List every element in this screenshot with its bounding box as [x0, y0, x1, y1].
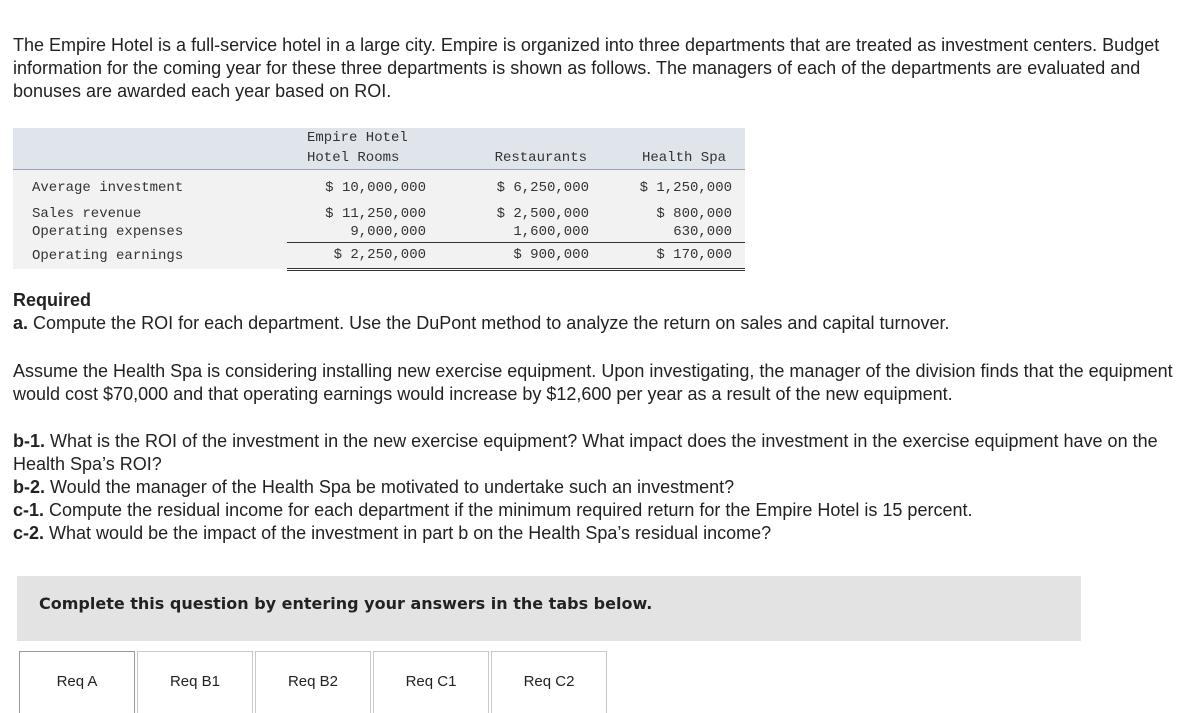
table-row [13, 222, 745, 243]
table-cell: $ 11,250,000 [287, 198, 436, 222]
tab-req-c1[interactable]: Req C1 [373, 651, 489, 713]
column-header-hotel-rooms: Hotel Rooms [287, 147, 436, 169]
table-cell: $ 800,000 [599, 198, 745, 222]
question-c1 [13, 499, 1173, 522]
table-row [13, 169, 745, 198]
tab-req-c2[interactable]: Req C2 [491, 651, 607, 713]
question-text: Would the manager of the Health Spa be motivated to undertake such an investment? [45, 477, 735, 497]
instructions-text: Complete this question by entering your answers in the tabs below. [39, 594, 653, 613]
row-label: Average investment [13, 169, 287, 198]
table-cell: $ 170,000 [599, 242, 745, 269]
instructions-banner [17, 576, 1081, 641]
question-label: c-2. [13, 523, 45, 543]
table-cell: $ 1,250,000 [599, 169, 745, 198]
required-heading: Required [13, 290, 92, 310]
question-label: c-1. [13, 500, 45, 520]
tab-req-a[interactable]: Req A [19, 651, 135, 713]
questions-list [13, 430, 1173, 545]
requirement-tabs [19, 651, 609, 713]
table-cell: $ 2,250,000 [287, 242, 436, 269]
intro-paragraph: The Empire Hotel is a full-service hotel in a large city. Empire is organized into three departments that are treated as investment centers. Budget information for the coming year for these three departments is shown as follows. The managers of each of the departments are evaluated and bonuses are awarded each year based on ROI. [13, 35, 1160, 101]
requirement-a-label: a. [13, 313, 29, 333]
requirement-a-text: Compute the ROI for each department. Use the DuPont method to analyze the return on sales and capital turnover. [28, 313, 950, 333]
budget-table [13, 128, 745, 271]
tab-req-b1[interactable]: Req B1 [137, 651, 253, 713]
question-text: Compute the residual income for each department if the minimum required return for the Empire Hotel is 15 percent. [44, 500, 973, 520]
table-header-row [13, 128, 745, 147]
question-c2 [13, 522, 1173, 545]
table-row [13, 198, 745, 222]
table-cell: 9,000,000 [287, 222, 436, 243]
row-label: Operating earnings [13, 242, 287, 269]
question-label: b-1. [13, 431, 46, 451]
table-cell: 1,600,000 [436, 222, 599, 243]
table-cell: $ 900,000 [436, 242, 599, 269]
question-b2 [13, 476, 1173, 499]
column-header-restaurants: Restaurants [436, 147, 599, 169]
table-cell: $ 2,500,000 [436, 198, 599, 222]
requirement-a [13, 312, 950, 335]
table-cell: $ 6,250,000 [436, 169, 599, 198]
question-text: What would be the impact of the investment in part b on the Health Spa’s residual income? [44, 523, 772, 543]
row-label: Sales revenue [13, 198, 287, 222]
company-header: Empire Hotel [287, 128, 745, 147]
tab-req-b2[interactable]: Req B2 [255, 651, 371, 713]
assumption-paragraph: Assume the Health Spa is considering installing new exercise equipment. Upon investigating, the manager of the division finds that the equipment would cost $70,000 and that operating earnings would increase by $12,600 per year as a result of the new equipment. [13, 361, 1173, 404]
question-b1 [13, 430, 1173, 476]
column-header-health-spa: Health Spa [599, 147, 745, 169]
table-row [13, 242, 745, 269]
question-label: b-2. [13, 477, 46, 497]
row-label: Operating expenses [13, 222, 287, 243]
table-column-header-row [13, 147, 745, 169]
table-cell: 630,000 [599, 222, 745, 243]
table-cell: $ 10,000,000 [287, 169, 436, 198]
question-text: What is the ROI of the investment in the new exercise equipment? What impact does the investment in the exercise equipment have on the Health Spa’s ROI? [13, 431, 1158, 474]
